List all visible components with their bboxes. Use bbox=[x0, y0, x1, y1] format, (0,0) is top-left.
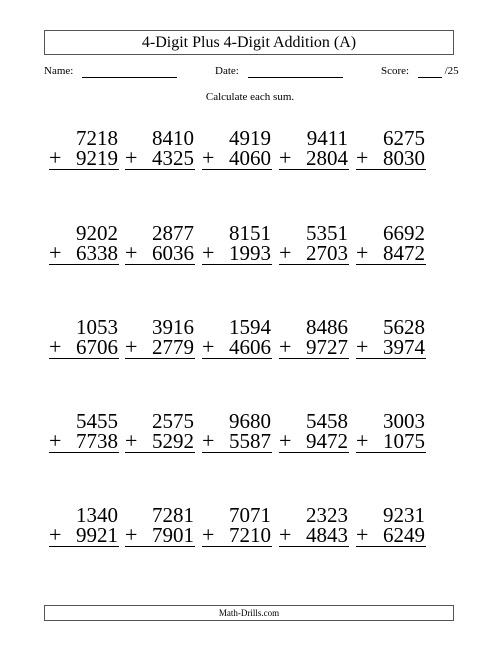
bottom-addend: 4060 bbox=[229, 146, 271, 170]
plus-sign: + bbox=[202, 334, 215, 359]
plus-sign: + bbox=[202, 240, 215, 265]
date-label: Date: bbox=[215, 65, 239, 77]
footer: Math-Drills.com bbox=[44, 605, 454, 621]
addition-problem bbox=[344, 409, 434, 453]
top-addend: 9411 bbox=[306, 126, 348, 150]
top-addend: 6275 bbox=[383, 126, 425, 150]
bottom-addend: 9219 bbox=[76, 146, 118, 170]
plus-sign: + bbox=[279, 522, 292, 547]
plus-sign: + bbox=[49, 522, 62, 547]
plus-sign: + bbox=[279, 145, 292, 170]
plus-sign: + bbox=[356, 145, 369, 170]
plus-sign: + bbox=[356, 334, 369, 359]
bottom-row bbox=[344, 428, 434, 453]
top-addend: 3003 bbox=[383, 409, 425, 433]
plus-sign: + bbox=[202, 522, 215, 547]
top-addend: 5628 bbox=[383, 315, 425, 339]
bottom-addend: 2779 bbox=[152, 335, 194, 359]
bottom-addend: 6338 bbox=[76, 241, 118, 265]
plus-sign: + bbox=[356, 240, 369, 265]
top-addend: 5455 bbox=[76, 409, 118, 433]
name-label: Name: bbox=[44, 65, 74, 77]
plus-sign: + bbox=[279, 240, 292, 265]
bottom-addend: 7210 bbox=[229, 523, 271, 547]
score-label: Score: bbox=[381, 65, 410, 77]
top-addend: 8486 bbox=[306, 315, 348, 339]
bottom-addend: 9921 bbox=[76, 523, 118, 547]
top-addend: 1053 bbox=[76, 315, 118, 339]
worksheet-title: 4-Digit Plus 4-Digit Addition (A) bbox=[44, 30, 454, 55]
plus-sign: + bbox=[202, 428, 215, 453]
plus-sign: + bbox=[125, 334, 138, 359]
bottom-addend: 2703 bbox=[306, 241, 348, 265]
bottom-row bbox=[344, 334, 434, 359]
bottom-addend: 1075 bbox=[383, 429, 425, 453]
plus-sign: + bbox=[279, 334, 292, 359]
top-addend: 2323 bbox=[306, 503, 348, 527]
plus-sign: + bbox=[125, 428, 138, 453]
addition-problem bbox=[344, 126, 434, 170]
bottom-addend: 7738 bbox=[76, 429, 118, 453]
bottom-addend: 5587 bbox=[229, 429, 271, 453]
top-addend: 4919 bbox=[229, 126, 271, 150]
addition-problem bbox=[344, 503, 434, 547]
top-addend: 7071 bbox=[229, 503, 271, 527]
bottom-addend: 9727 bbox=[306, 335, 348, 359]
bottom-addend: 8472 bbox=[383, 241, 425, 265]
bottom-addend: 7901 bbox=[152, 523, 194, 547]
plus-sign: + bbox=[356, 522, 369, 547]
plus-sign: + bbox=[125, 240, 138, 265]
plus-sign: + bbox=[49, 240, 62, 265]
bottom-addend: 6249 bbox=[383, 523, 425, 547]
top-addend: 9231 bbox=[383, 503, 425, 527]
top-addend: 7281 bbox=[152, 503, 194, 527]
plus-sign: + bbox=[49, 428, 62, 453]
top-addend: 8410 bbox=[152, 126, 194, 150]
plus-sign: + bbox=[202, 145, 215, 170]
plus-sign: + bbox=[125, 145, 138, 170]
bottom-addend: 1993 bbox=[229, 241, 271, 265]
top-addend: 8151 bbox=[229, 221, 271, 245]
instructions: Calculate each sum. bbox=[205, 91, 295, 103]
score-total: /25 bbox=[444, 65, 459, 77]
plus-sign: + bbox=[49, 145, 62, 170]
plus-sign: + bbox=[49, 334, 62, 359]
bottom-addend: 4843 bbox=[306, 523, 348, 547]
bottom-addend: 8030 bbox=[383, 146, 425, 170]
bottom-addend: 9472 bbox=[306, 429, 348, 453]
addition-problem bbox=[344, 315, 434, 359]
top-addend: 2877 bbox=[152, 221, 194, 245]
bottom-addend: 4325 bbox=[152, 146, 194, 170]
plus-sign: + bbox=[356, 428, 369, 453]
bottom-addend: 6036 bbox=[152, 241, 194, 265]
top-addend: 5458 bbox=[306, 409, 348, 433]
addition-problem bbox=[344, 221, 434, 265]
top-addend: 5351 bbox=[306, 221, 348, 245]
top-addend: 7218 bbox=[76, 126, 118, 150]
top-addend: 1340 bbox=[76, 503, 118, 527]
bottom-addend: 6706 bbox=[76, 335, 118, 359]
top-addend: 3916 bbox=[152, 315, 194, 339]
bottom-addend: 5292 bbox=[152, 429, 194, 453]
bottom-addend: 4606 bbox=[229, 335, 271, 359]
top-addend: 9202 bbox=[76, 221, 118, 245]
bottom-addend: 3974 bbox=[383, 335, 425, 359]
top-addend: 2575 bbox=[152, 409, 194, 433]
plus-sign: + bbox=[279, 428, 292, 453]
bottom-row bbox=[344, 145, 434, 170]
bottom-addend: 2804 bbox=[306, 146, 348, 170]
top-addend: 9680 bbox=[229, 409, 271, 433]
bottom-row bbox=[344, 522, 434, 547]
top-addend: 1594 bbox=[229, 315, 271, 339]
bottom-row bbox=[344, 240, 434, 265]
plus-sign: + bbox=[125, 522, 138, 547]
top-addend: 6692 bbox=[383, 221, 425, 245]
